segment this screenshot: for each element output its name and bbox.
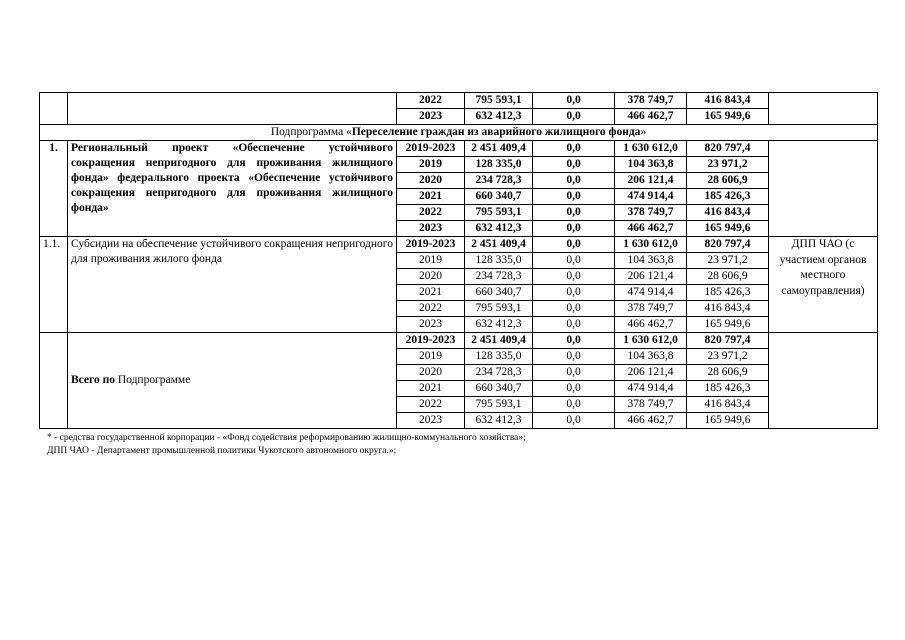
fund-amount-cell: 0,0 <box>533 205 615 221</box>
total-amount-cell: 2 451 409,4 <box>465 333 533 349</box>
subprogram-prefix: Подпрограмма « <box>270 126 352 138</box>
year-cell: 2022 <box>397 93 465 109</box>
executor-cell: ДПП ЧАО (с участием органов местного самоуправления) <box>769 237 878 333</box>
year-cell: 2019 <box>397 253 465 269</box>
total-amount-cell: 795 593,1 <box>465 93 533 109</box>
federal-amount-cell: 104 363,8 <box>615 157 687 173</box>
fund-amount-cell: 0,0 <box>533 109 615 125</box>
regional-amount-cell: 185 426,3 <box>687 189 769 205</box>
total-amount-cell: 128 335,0 <box>465 253 533 269</box>
subprogram-suffix: » <box>640 126 647 138</box>
federal-amount-cell: 206 121,4 <box>615 269 687 285</box>
regional-amount-cell: 28 606,9 <box>687 269 769 285</box>
total-amount-cell: 128 335,0 <box>465 157 533 173</box>
total-amount-cell: 2 451 409,4 <box>465 237 533 253</box>
subprogram-header-row <box>40 125 878 141</box>
executor-cell <box>769 93 878 125</box>
federal-amount-cell: 1 630 612,0 <box>615 141 687 157</box>
federal-amount-cell: 474 914,4 <box>615 189 687 205</box>
fund-amount-cell: 0,0 <box>533 381 615 397</box>
regional-amount-cell: 416 843,4 <box>687 301 769 317</box>
year-cell: 2019 <box>397 349 465 365</box>
fund-amount-cell: 0,0 <box>533 349 615 365</box>
federal-amount-cell: 474 914,4 <box>615 381 687 397</box>
federal-amount-cell: 104 363,8 <box>615 349 687 365</box>
fund-amount-cell: 0,0 <box>533 269 615 285</box>
table-row <box>40 237 878 253</box>
total-label-bold: Всего по <box>71 374 115 386</box>
footnotes <box>47 432 526 458</box>
fund-amount-cell: 0,0 <box>533 157 615 173</box>
total-label-rest: Подпрограмме <box>114 374 191 386</box>
regional-amount-cell: 416 843,4 <box>687 93 769 109</box>
total-amount-cell: 632 412,3 <box>465 109 533 125</box>
table-row <box>40 333 878 349</box>
regional-amount-cell: 23 971,2 <box>687 349 769 365</box>
year-cell: 2020 <box>397 269 465 285</box>
executor-cell <box>769 141 878 237</box>
regional-amount-cell: 185 426,3 <box>687 285 769 301</box>
federal-amount-cell: 474 914,4 <box>615 285 687 301</box>
total-amount-cell: 795 593,1 <box>465 205 533 221</box>
total-amount-cell: 2 451 409,4 <box>465 141 533 157</box>
year-cell: 2019-2023 <box>397 237 465 253</box>
total-amount-cell: 128 335,0 <box>465 349 533 365</box>
year-cell: 2022 <box>397 301 465 317</box>
fund-amount-cell: 0,0 <box>533 413 615 429</box>
federal-amount-cell: 378 749,7 <box>615 93 687 109</box>
federal-amount-cell: 104 363,8 <box>615 253 687 269</box>
total-amount-cell: 795 593,1 <box>465 301 533 317</box>
year-cell: 2021 <box>397 381 465 397</box>
federal-amount-cell: 466 462,7 <box>615 109 687 125</box>
regional-amount-cell: 820 797,4 <box>687 333 769 349</box>
year-cell: 2023 <box>397 413 465 429</box>
fund-amount-cell: 0,0 <box>533 221 615 237</box>
total-amount-cell: 795 593,1 <box>465 397 533 413</box>
federal-amount-cell: 378 749,7 <box>615 301 687 317</box>
federal-amount-cell: 466 462,7 <box>615 221 687 237</box>
year-cell: 2022 <box>397 397 465 413</box>
total-amount-cell: 660 340,7 <box>465 381 533 397</box>
fund-amount-cell: 0,0 <box>533 333 615 349</box>
total-amount-cell: 660 340,7 <box>465 285 533 301</box>
regional-amount-cell: 28 606,9 <box>687 173 769 189</box>
year-cell: 2019-2023 <box>397 333 465 349</box>
regional-amount-cell: 416 843,4 <box>687 397 769 413</box>
federal-amount-cell: 466 462,7 <box>615 413 687 429</box>
budget-table <box>39 92 878 429</box>
regional-amount-cell: 185 426,3 <box>687 381 769 397</box>
total-label <box>68 333 397 429</box>
year-cell: 2023 <box>397 221 465 237</box>
year-cell: 2020 <box>397 173 465 189</box>
table-row <box>40 141 878 157</box>
subprogram-name: Переселение граждан из аварийного жилищного фонда <box>351 126 641 138</box>
total-amount-cell: 234 728,3 <box>465 365 533 381</box>
year-cell: 2019 <box>397 157 465 173</box>
num-cell <box>40 333 68 429</box>
executor-cell <box>769 333 878 429</box>
federal-amount-cell: 206 121,4 <box>615 365 687 381</box>
fund-amount-cell: 0,0 <box>533 317 615 333</box>
fund-amount-cell: 0,0 <box>533 237 615 253</box>
regional-amount-cell: 23 971,2 <box>687 253 769 269</box>
regional-amount-cell: 165 949,6 <box>687 109 769 125</box>
regional-amount-cell: 165 949,6 <box>687 413 769 429</box>
table-row <box>40 93 878 109</box>
fund-amount-cell: 0,0 <box>533 285 615 301</box>
regional-amount-cell: 165 949,6 <box>687 221 769 237</box>
federal-amount-cell: 378 749,7 <box>615 397 687 413</box>
fund-amount-cell: 0,0 <box>533 141 615 157</box>
footnote-dpp: ДПП ЧАО - Департамент промышленной политики Чукотского автономного округа.»; <box>47 446 397 456</box>
fund-amount-cell: 0,0 <box>533 189 615 205</box>
item-number: 1.1. <box>40 237 68 333</box>
federal-amount-cell: 1 630 612,0 <box>615 333 687 349</box>
total-amount-cell: 234 728,3 <box>465 269 533 285</box>
regional-amount-cell: 23 971,2 <box>687 157 769 173</box>
subprogram-title <box>40 125 878 141</box>
federal-amount-cell: 466 462,7 <box>615 317 687 333</box>
project-name: Региональный проект «Обеспечение устойчивого сокращения непригодного для проживания жилищного фонда» федерального проекта «Обеспечение устойчивого сокращения непригодного для проживания жилищного фонда» <box>68 141 397 237</box>
total-amount-cell: 632 412,3 <box>465 317 533 333</box>
year-cell: 2021 <box>397 285 465 301</box>
regional-amount-cell: 820 797,4 <box>687 141 769 157</box>
year-cell: 2023 <box>397 317 465 333</box>
fund-amount-cell: 0,0 <box>533 397 615 413</box>
fund-amount-cell: 0,0 <box>533 301 615 317</box>
total-amount-cell: 632 412,3 <box>465 221 533 237</box>
regional-amount-cell: 28 606,9 <box>687 365 769 381</box>
regional-amount-cell: 820 797,4 <box>687 237 769 253</box>
fund-amount-cell: 0,0 <box>533 365 615 381</box>
regional-amount-cell: 165 949,6 <box>687 317 769 333</box>
federal-amount-cell: 378 749,7 <box>615 205 687 221</box>
name-cell <box>68 93 397 125</box>
federal-amount-cell: 1 630 612,0 <box>615 237 687 253</box>
fund-amount-cell: 0,0 <box>533 93 615 109</box>
year-cell: 2022 <box>397 205 465 221</box>
regional-amount-cell: 416 843,4 <box>687 205 769 221</box>
year-cell: 2023 <box>397 109 465 125</box>
subsidy-name: Субсидии на обеспечение устойчивого сокращения непригодного для проживания жилого фонда <box>68 237 397 333</box>
year-cell: 2020 <box>397 365 465 381</box>
year-cell: 2019-2023 <box>397 141 465 157</box>
total-amount-cell: 632 412,3 <box>465 413 533 429</box>
fund-amount-cell: 0,0 <box>533 173 615 189</box>
fund-amount-cell: 0,0 <box>533 253 615 269</box>
total-amount-cell: 660 340,7 <box>465 189 533 205</box>
total-amount-cell: 234 728,3 <box>465 173 533 189</box>
footnote-fund: * - средства государственной корпорации - «Фонд содействия реформированию жилищно-коммунального хозяйства»; <box>47 433 526 443</box>
year-cell: 2021 <box>397 189 465 205</box>
item-number: 1. <box>40 141 68 237</box>
federal-amount-cell: 206 121,4 <box>615 173 687 189</box>
num-cell <box>40 93 68 125</box>
